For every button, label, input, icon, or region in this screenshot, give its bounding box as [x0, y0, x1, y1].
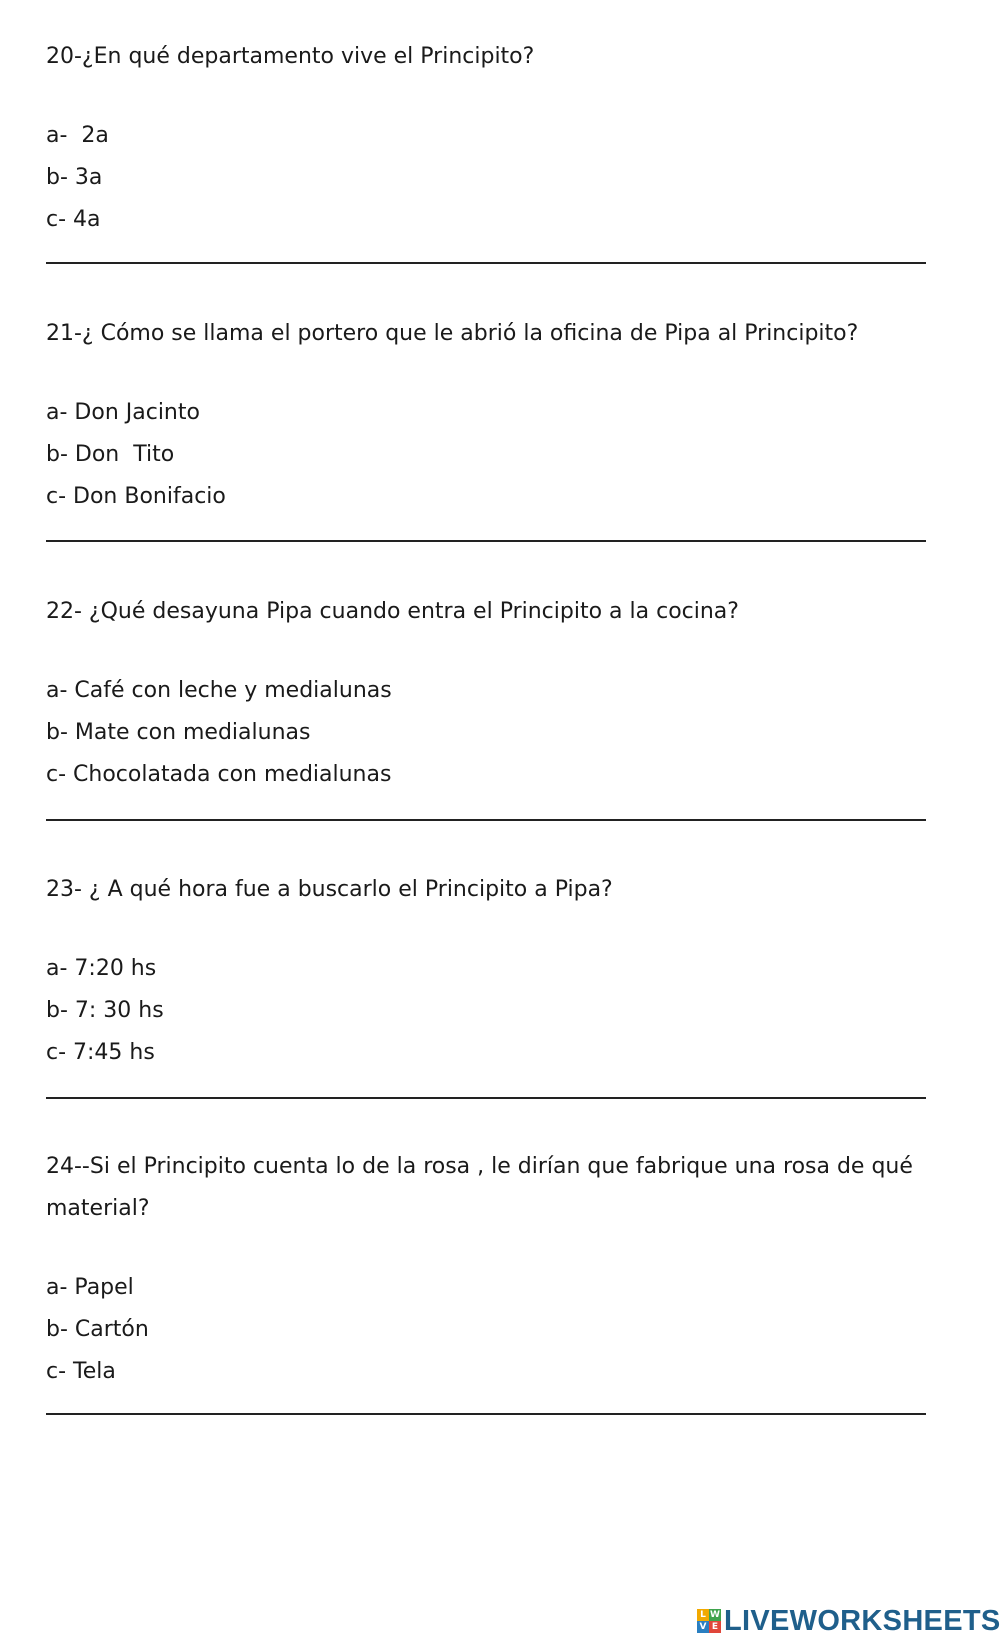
- options-list: [46, 115, 946, 241]
- question-text: 23- ¿ A qué hora fue a buscarlo el Principito a Pipa?: [46, 877, 613, 902]
- question-22: [46, 591, 946, 796]
- options-list: [46, 948, 946, 1074]
- liveworksheets-brand: [697, 1605, 1000, 1637]
- liveworksheets-logo-icon: [697, 1609, 721, 1633]
- question-text: 21-¿ Cómo se llama el portero que le abrió la oficina de Pipa al Principito?: [46, 321, 859, 346]
- logo-letter: L: [697, 1609, 709, 1621]
- logo-letter: W: [710, 1610, 720, 1620]
- option-a[interactable]: a- Café con leche y medialunas: [46, 678, 392, 703]
- option-c[interactable]: c- Don Bonifacio: [46, 484, 226, 509]
- options-list: [46, 392, 946, 518]
- option-c[interactable]: c- 4a: [46, 207, 101, 232]
- option-a[interactable]: a- 2a: [46, 123, 109, 148]
- logo-letter: E: [709, 1621, 721, 1633]
- question-text: 24--Si el Principito cuenta lo de la rosa , le dirían que fabrique una rosa de qué material?: [46, 1154, 920, 1221]
- question-text: 22- ¿Qué desayuna Pipa cuando entra el Principito a la cocina?: [46, 599, 739, 624]
- answer-divider: [46, 1413, 926, 1415]
- option-c[interactable]: c- Chocolatada con medialunas: [46, 762, 392, 787]
- question-text: 20-¿En qué departamento vive el Principito?: [46, 44, 535, 69]
- option-a[interactable]: a- Don Jacinto: [46, 400, 200, 425]
- answer-divider: [46, 262, 926, 264]
- brand-name: LIVEWORKSHEETS: [724, 1604, 1000, 1637]
- question-21: [46, 313, 946, 518]
- option-c[interactable]: c- 7:45 hs: [46, 1040, 155, 1065]
- option-b[interactable]: b- Mate con medialunas: [46, 720, 311, 745]
- option-b[interactable]: b- Cartón: [46, 1317, 149, 1342]
- question-23: [46, 869, 946, 1074]
- option-a[interactable]: a- Papel: [46, 1275, 134, 1300]
- answer-divider: [46, 819, 926, 821]
- question-20: [46, 36, 946, 241]
- answer-divider: [46, 540, 926, 542]
- option-b[interactable]: b- 7: 30 hs: [46, 998, 164, 1023]
- options-list: [46, 670, 946, 796]
- options-list: [46, 1267, 946, 1393]
- option-b[interactable]: b- 3a: [46, 165, 103, 190]
- option-b[interactable]: b- Don Tito: [46, 442, 175, 467]
- option-a[interactable]: a- 7:20 hs: [46, 956, 157, 981]
- option-c[interactable]: c- Tela: [46, 1359, 116, 1384]
- question-24: [46, 1146, 946, 1393]
- answer-divider: [46, 1097, 926, 1099]
- logo-letter: V: [697, 1621, 709, 1633]
